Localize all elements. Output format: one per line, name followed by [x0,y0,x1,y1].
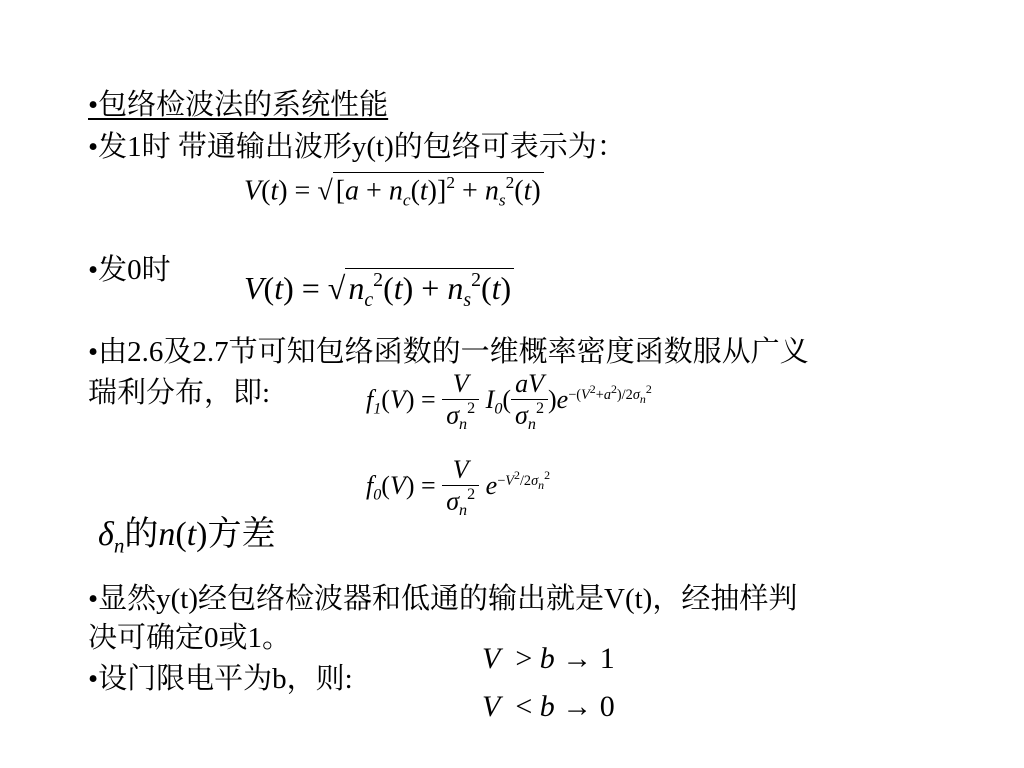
formula-envelope-1: V(t) = √ $[a + n_c(t)]^2 + n_s^2(t)$ [244,172,544,210]
formula-rician-pdf: $f_1(V)$ = $\frac{V}{\sigma_n^2}$ $I_0$( $\frac{aV}{\sigma_n^2}$ )$e^{-(V^2+a^2)/2\sigma_n^2}$ [366,369,652,433]
bullet-threshold: •设门限电平为b，则: [88,663,353,695]
bullet-observation-line2: 决可确定0或1。 [88,622,292,654]
bullet-distribution-line1: •由2.6及2.7节可知包络函数的一维概率密度函数服从广义 [88,336,809,368]
rule-greater: V > b → 1 [482,642,615,675]
formula-rayleigh-pdf: $f_0(V)$ = $\frac{V}{\sigma_n^2}$ $e^{-V^2/2\sigma_n^2}$ [366,455,551,519]
bullet-observation-line1: •显然y(t)经包络检波器和低通的输出就是V(t)，经抽样判 [88,583,798,615]
bullet-send-1: •发1时 带通输出波形y(t)的包络可表示为： [88,131,626,163]
slide-heading: •包络检波法的系统性能 [88,89,389,121]
rule-less: V < b → 0 [482,690,615,723]
bullet-distribution-line2: 瑞利分布，即: [88,377,271,409]
bullet-send-0: •发0时 [88,254,171,286]
variance-note: $\delta_n$的n(t)方差 [98,516,276,558]
formula-envelope-0: $V(t) = √n_c^2(t) + n_s^2(t)$ [244,268,514,312]
